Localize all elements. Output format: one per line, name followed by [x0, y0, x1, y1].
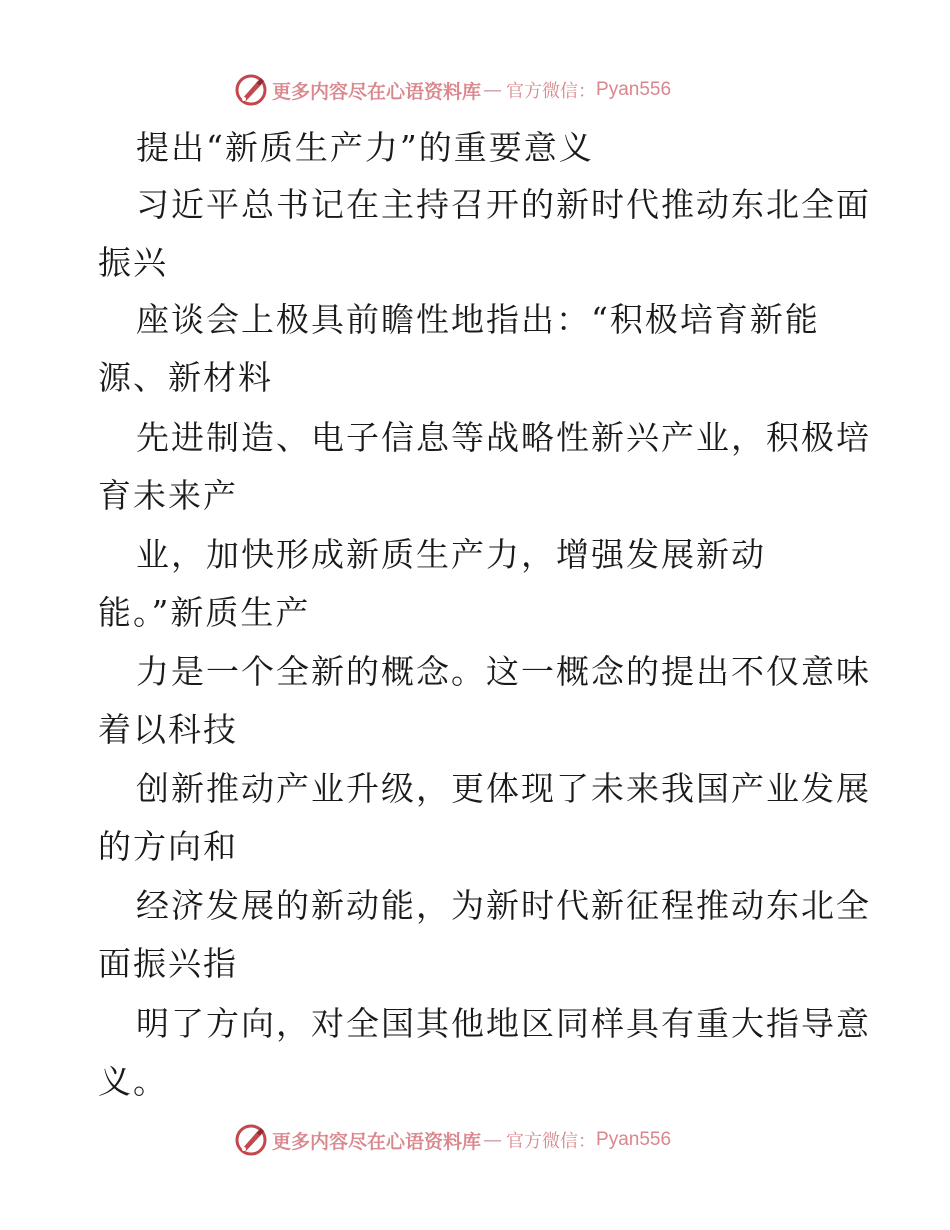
text-line: 着以科技	[98, 710, 238, 749]
text-line: 面振兴指	[98, 944, 238, 983]
watermark-wechat-label: 官方微信：	[506, 1131, 597, 1152]
text-line: 明了方向，对全国其他地区同样具有重大指导意	[136, 1004, 871, 1043]
watermark-footer	[234, 1123, 671, 1157]
text-line: 能。”新质生产	[98, 593, 311, 632]
watermark-header	[234, 73, 671, 107]
watermark-separator: —	[483, 79, 503, 101]
pen-logo-icon	[234, 73, 268, 107]
text-line: 经济发展的新动能，为新时代新征程推动东北全	[136, 886, 871, 925]
watermark-text: 更多内容尽在心语资料库	[272, 80, 482, 103]
watermark-text: 更多内容尽在心语资料库	[272, 1130, 482, 1153]
pen-logo-icon	[234, 1123, 268, 1157]
text-line: 力是一个全新的概念。这一概念的提出不仅意味	[136, 652, 871, 691]
text-line: 创新推动产业升级，更体现了未来我国产业发展	[136, 769, 871, 808]
text-line: 的方向和	[98, 827, 238, 866]
watermark-wechat-id: Pyan556	[596, 79, 672, 100]
watermark-separator: —	[483, 1129, 503, 1151]
text-line: 振兴	[98, 243, 168, 282]
text-line: 先进制造、电子信息等战略性新兴产业，积极培	[136, 418, 871, 457]
document-title: 提出“新质生产力”的重要意义	[136, 128, 594, 167]
watermark-wechat-label: 官方微信：	[506, 81, 597, 102]
text-line: 习近平总书记在主持召开的新时代推动东北全面	[136, 185, 871, 224]
text-line: 座谈会上极具前瞻性地指出：“积极培育新能	[136, 300, 820, 339]
watermark-wechat-id: Pyan556	[596, 1129, 672, 1150]
text-line: 业，加快形成新质生产力，增强发展新动	[136, 535, 766, 574]
text-line: 育未来产	[98, 476, 238, 515]
text-line: 源、新材料	[98, 358, 273, 397]
text-line: 义。	[98, 1062, 168, 1101]
